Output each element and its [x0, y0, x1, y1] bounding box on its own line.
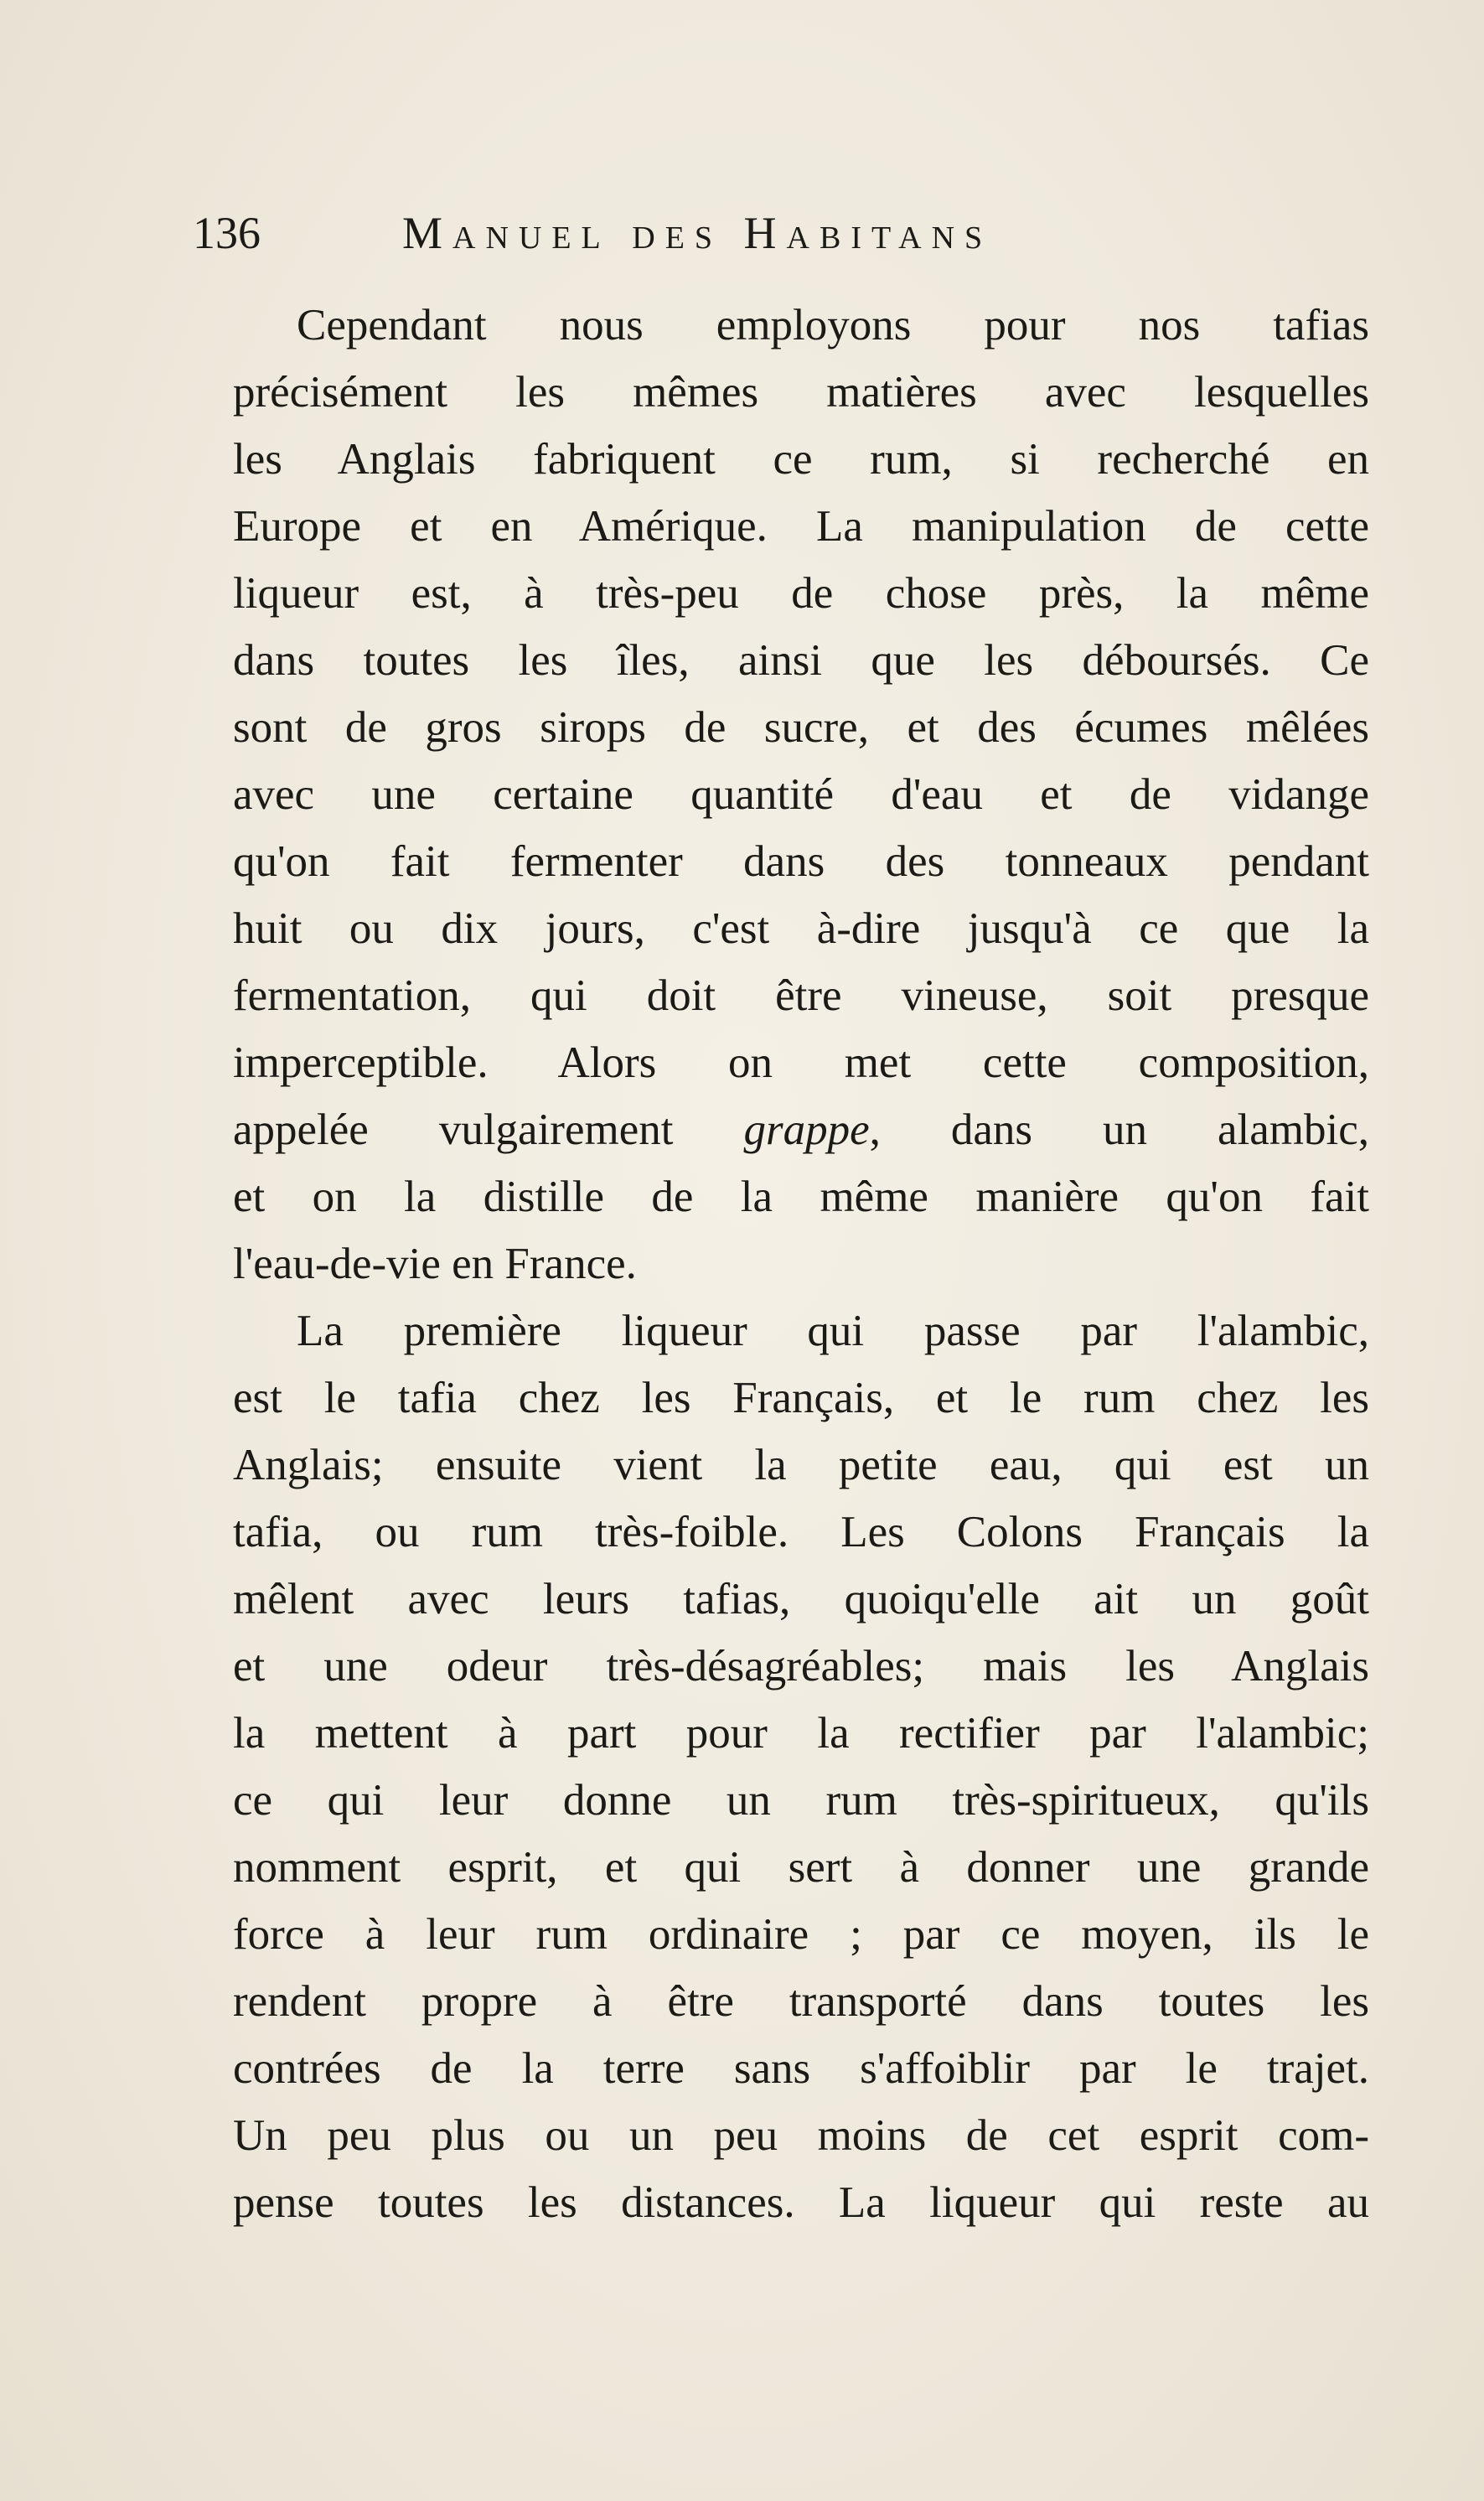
- text-line: et une odeur très-désagréables; mais les Anglais: [233, 1642, 1369, 1691]
- text-line: l'eau-de-vie en France.: [233, 1240, 637, 1288]
- text-line-with-italic: [233, 1096, 1369, 1163]
- italic-term: grappe: [743, 1106, 870, 1154]
- text-line: Europe et en Amérique. La manipulation de cette: [233, 502, 1369, 551]
- text-line: Cependant nous employons pour nos tafias: [297, 301, 1369, 350]
- text-line: nomment esprit, et qui sert à donner une grande: [233, 1843, 1369, 1892]
- body-text: [233, 292, 1369, 2236]
- text-line: force à leur rum ordinaire ; par ce moyen, ils le: [233, 1910, 1369, 1959]
- text-line: huit ou dix jours, c'est à-dire jusqu'à ce que la: [233, 904, 1369, 953]
- text-line: est le tafia chez les Français, et le rum chez les: [233, 1374, 1369, 1422]
- text-line: Un peu plus ou un peu moins de cet esprit com-: [233, 2111, 1369, 2160]
- text-line: Anglais; ensuite vient la petite eau, qui est un: [233, 1441, 1369, 1489]
- text-line: dans toutes les îles, ainsi que les déboursés. Ce: [233, 636, 1369, 685]
- text-line: tafia, ou rum très-foible. Les Colons Français la: [233, 1508, 1369, 1556]
- text-line: fermentation, qui doit être vineuse, soit presque: [233, 971, 1369, 1020]
- text-line: sont de gros sirops de sucre, et des écumes mêlées: [233, 703, 1369, 752]
- text-line: pense toutes les distances. La liqueur qui reste au: [233, 2178, 1369, 2227]
- text-line: et on la distille de la même manière qu'on fait: [233, 1173, 1369, 1221]
- text-line: les Anglais fabriquent ce rum, si recherché en: [233, 435, 1369, 484]
- text-segment: , dans un alambic,: [869, 1106, 1369, 1154]
- text-line: précisément les mêmes matières avec lesquelles: [233, 368, 1369, 417]
- running-title: Manuel des Habitans: [402, 208, 993, 258]
- text-line: avec une certaine quantité d'eau et de vidange: [233, 770, 1369, 819]
- page-header: [193, 199, 1366, 267]
- text-line: La première liqueur qui passe par l'alambic,: [297, 1307, 1369, 1355]
- text-line: imperceptible. Alors on met cette composition,: [233, 1038, 1369, 1087]
- text-line: liqueur est, à très-peu de chose près, la même: [233, 569, 1369, 618]
- text-segment: appelée vulgairement: [233, 1106, 744, 1154]
- text-line: mêlent avec leurs tafias, quoiqu'elle ait un goût: [233, 1575, 1369, 1623]
- text-line: la mettent à part pour la rectifier par l'alambic;: [233, 1709, 1369, 1758]
- text-line: qu'on fait fermenter dans des tonneaux pendant: [233, 837, 1369, 886]
- page-number: 136: [193, 208, 261, 258]
- text-line: contrées de la terre sans s'affoiblir par le trajet.: [233, 2044, 1369, 2093]
- text-line: rendent propre à être transporté dans toutes les: [233, 1977, 1369, 2026]
- text-line: ce qui leur donne un rum très-spiritueux, qu'ils: [233, 1776, 1369, 1825]
